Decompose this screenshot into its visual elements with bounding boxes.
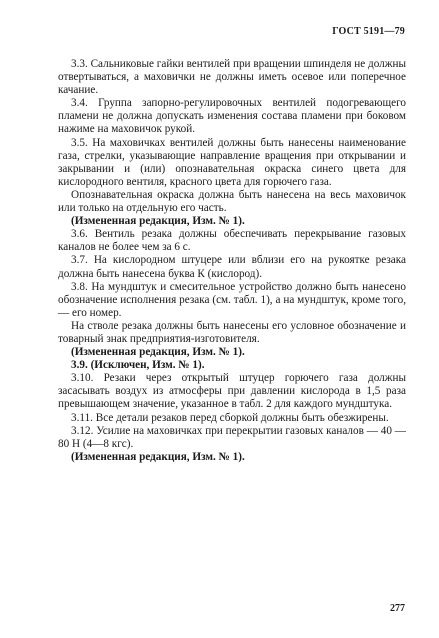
page-number: 277 [390, 603, 405, 614]
paragraph: 3.10. Резаки через открытый штуцер горючего газа должны засасывать воздух из атмосферы при давлении кислорода в 1,5 раза превышающем значение, указанное в табл. 2 для каждого мундштука. [58, 372, 406, 411]
amendment-note: (Измененная редакция, Изм. № 1). [71, 450, 245, 463]
paragraph: 3.3. Сальниковые гайки вентилей при вращении шпинделя не должны отвертываться, а маховички не должны иметь осевое или поперечное качание. [58, 58, 406, 97]
paragraph: 3.6. Вентиль резака должны обеспечивать перекрывание газовых каналов не более чем за 6 с. [58, 228, 406, 254]
paragraph: 3.4. Группа запорно-регулировочных вентилей подогревающего пламени не должна допускать изменения состава пламени при боковом нажиме на маховичок рукой. [58, 97, 406, 136]
amendment-note: (Измененная редакция, Изм. № 1). [71, 346, 245, 359]
document-body [58, 58, 406, 464]
excluded-clause-note: 3.9. (Исключен, Изм. № 1). [71, 359, 205, 372]
paragraph: Опознавательная окраска должна быть нанесена на весь маховичок или только на отдельную его часть. [58, 188, 406, 215]
paragraph: На стволе резака должны быть нанесены его условное обозначение и товарный знак предприятия-изготовителя. [58, 319, 406, 345]
paragraph: 3.11. Все детали резаков перед сборкой должны быть обезжирены. [71, 411, 389, 424]
paragraph: 3.8. На мундштук и смесительное устройство должно быть нанесено обозначение исполнения резака (см. табл. 1), а на мундштук, кроме того, — его номер. [58, 280, 406, 319]
paragraph: 3.12. Усилие на маховичках при перекрытии газовых каналов — 40 — 80 Н (4—8 кгс). [58, 424, 406, 450]
paragraph: 3.5. На маховичках вентилей должны быть нанесены наименование газа, стрелки, указывающие направление вращения при открывании и закрывании и (или) опознавательная окраска синего цвета для кислородного вентиля, красного цвета для горючего газа. [58, 136, 406, 188]
amendment-note: (Измененная редакция, Изм. № 1). [71, 215, 245, 228]
paragraph: 3.7. На кислородном штуцере или вблизи его на рукоятке резака должна быть нанесена буква К (кислород). [58, 254, 406, 280]
document-header: ГОСТ 5191—79 [332, 26, 405, 37]
